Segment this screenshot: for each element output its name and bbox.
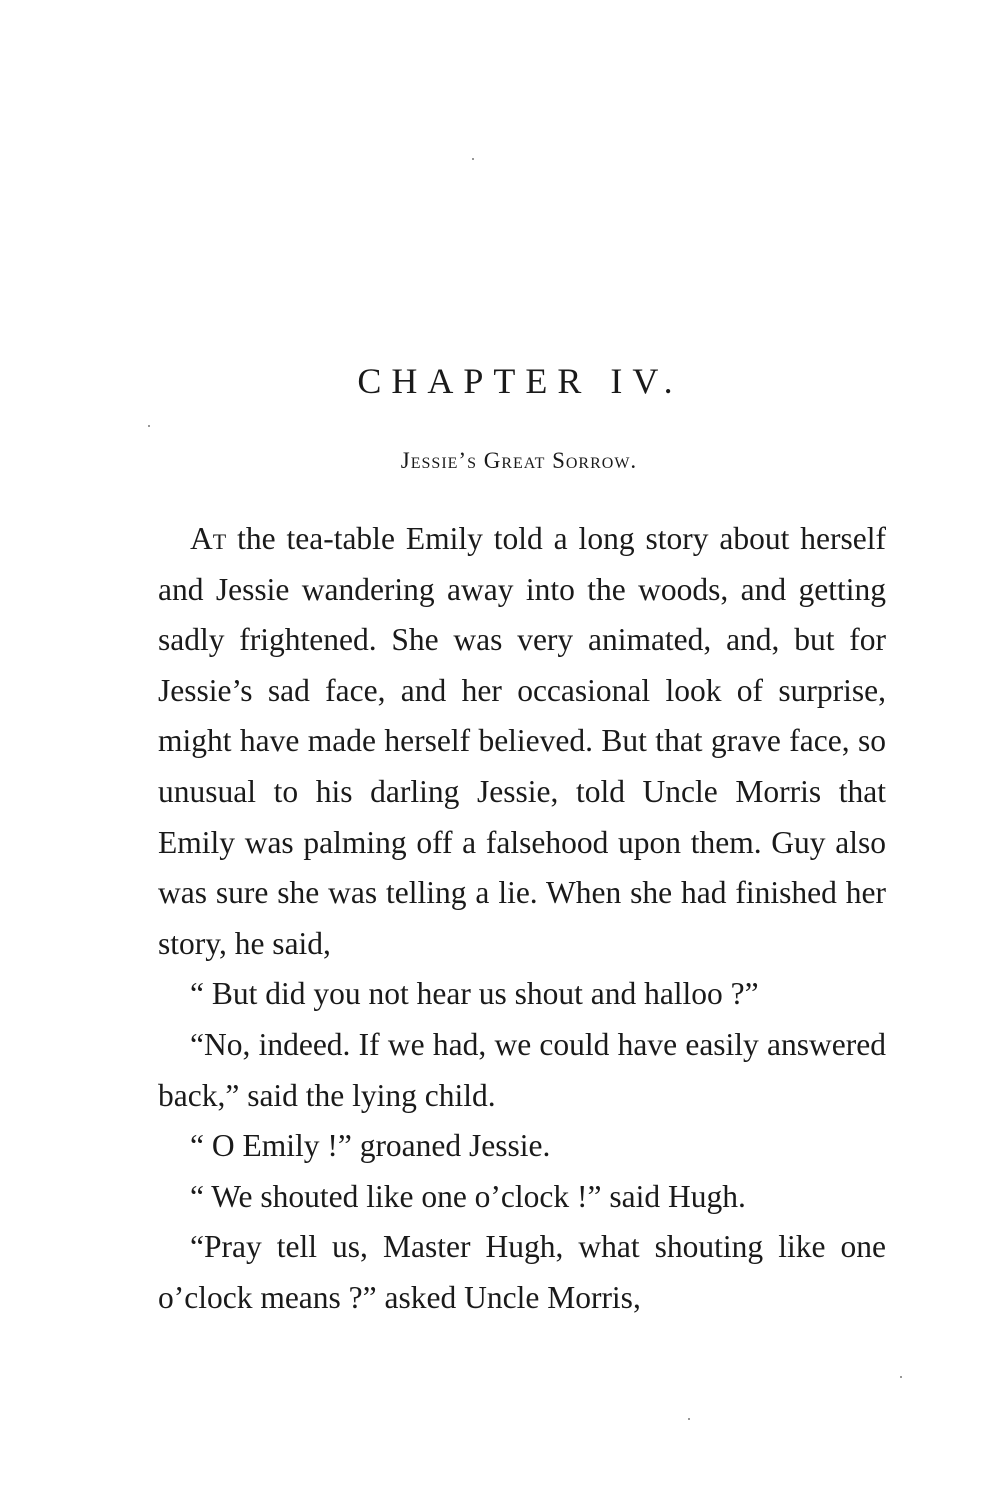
paragraph: “ But did you not hear us shout and halloo ?” [190,976,759,1012]
chapter-title: Jessie’s Great Sorrow. [400,448,638,473]
paragraph: “Pray tell us, Master Hugh, what shouting like one o’clock means ?” asked Uncle Morris, [158,1229,886,1315]
paragraph: “ We shouted like one o’clock !” said Hugh. [190,1178,746,1214]
opening-word: At [190,521,227,556]
paper-speck [688,1418,690,1420]
chapter-heading: CHAPTER IV. [357,361,683,401]
paper-speck [900,1376,902,1378]
paragraph: “ O Emily !” groaned Jessie. [190,1128,551,1164]
paragraph: “No, indeed. If we had, we could have easily answered back,” said the lying child. [158,1026,886,1113]
paper-speck [148,425,150,427]
paper-speck [472,158,474,160]
paragraph-text: the tea-table Emily told a long story about herself and Jessie wandering away into the woods, and getting sadly frightened. She was very animated, and, but for Jessie’s sad face, and her occasional look of surprise, might have made herself believed. But that grave face, so unusual to his darling Jessie, told Uncle Morris that Emily was palming off a falsehood upon them. Guy also was sure she was telling a lie. When she had finished her story, he said, [158,521,886,961]
paragraph-opening [158,514,886,969]
body-text [158,514,886,1324]
